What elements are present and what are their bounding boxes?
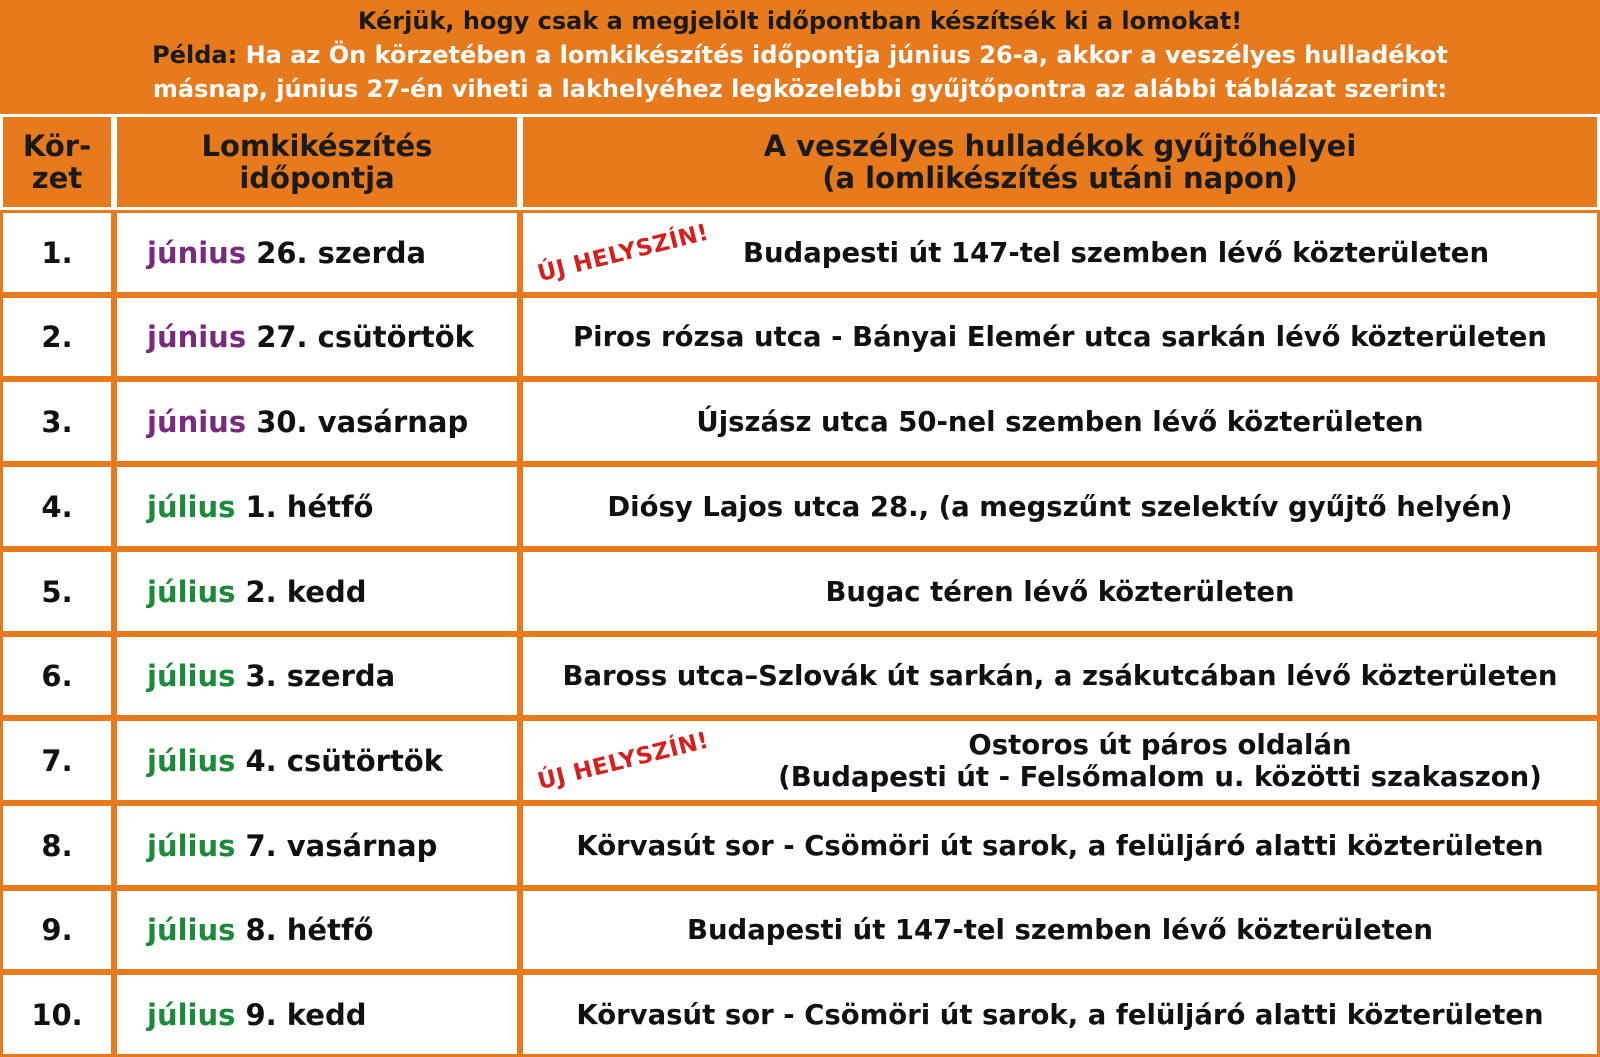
location-cell xyxy=(520,888,1600,972)
collection-date xyxy=(117,575,366,609)
column-header-district: Kör- zet xyxy=(0,114,114,210)
district-number: 10. xyxy=(31,997,83,1032)
location-line-1: Körvasút sor - Csömöri út sarok, a felüljáró alatti közterületen xyxy=(576,998,1544,1031)
day-and-weekday: 3. szerda xyxy=(235,659,396,693)
month-name: június xyxy=(147,404,247,439)
district-number: 9. xyxy=(41,913,73,947)
day-and-weekday: 9. kedd xyxy=(235,997,367,1032)
location-cell xyxy=(520,210,1600,295)
location-line-1: Piros rózsa utca - Bányai Elemér utca sarkán lévő közterületen xyxy=(573,321,1547,353)
date-cell xyxy=(114,379,520,464)
day-and-weekday: 8. hétfő xyxy=(235,913,374,947)
location-line-1: Diósy Lajos utca 28., (a megszűnt szelektív gyűjtő helyén) xyxy=(607,490,1513,523)
month-name: június xyxy=(147,320,247,354)
district-number: 1. xyxy=(41,235,73,270)
date-cell xyxy=(114,549,520,634)
day-and-weekday: 26. szerda xyxy=(246,235,427,270)
collection-schedule-table xyxy=(0,114,1600,1057)
location-cell xyxy=(520,718,1600,803)
month-name: július xyxy=(147,913,236,947)
day-and-weekday: 7. vasárnap xyxy=(235,828,438,863)
location-line-1: Baross utca–Szlovák út sarkán, a zsákutcában lévő közterületen xyxy=(562,660,1558,692)
date-cell xyxy=(114,634,520,718)
location-line-1: Budapesti út 147-tel szemben lévő közterületen xyxy=(743,236,1490,269)
district-cell xyxy=(0,634,114,718)
date-cell xyxy=(114,210,520,295)
day-and-weekday: 27. csütörtök xyxy=(246,320,474,354)
collection-location xyxy=(523,491,1597,523)
district-cell xyxy=(0,803,114,888)
location-line-1: Bugac téren lévő közterületen xyxy=(825,575,1295,608)
date-cell xyxy=(114,295,520,379)
collection-date xyxy=(117,659,395,693)
collection-date xyxy=(117,236,426,270)
collection-date xyxy=(117,744,443,778)
district-cell xyxy=(0,888,114,972)
district-cell xyxy=(0,210,114,295)
column-header-location: A veszélyes hulladékok gyűjtőhelyei (a lomlikészítés utáni napon) xyxy=(520,114,1600,210)
district-cell xyxy=(0,379,114,464)
location-cell xyxy=(520,972,1600,1057)
collection-date xyxy=(117,998,366,1032)
collection-location xyxy=(523,576,1597,608)
collection-date xyxy=(117,829,437,863)
date-cell xyxy=(114,888,520,972)
location-line-1: Ostoros út páros oldalán xyxy=(968,728,1352,761)
day-and-weekday: 4. csütörtök xyxy=(235,743,444,778)
notice-line-1: Kérjük, hogy csak a megjelölt időpontban készítsék ki a lomokat! xyxy=(357,7,1243,35)
day-and-weekday: 2. kedd xyxy=(235,574,367,609)
location-line-1: Körvasút sor - Csömöri út sarok, a felüljáró alatti közterületen xyxy=(576,829,1544,862)
collection-location xyxy=(523,406,1597,438)
date-cell xyxy=(114,718,520,803)
district-cell xyxy=(0,464,114,549)
district-number: 6. xyxy=(41,659,73,693)
location-cell xyxy=(520,803,1600,888)
collection-location xyxy=(523,999,1597,1031)
location-cell xyxy=(520,549,1600,634)
day-and-weekday: 1. hétfő xyxy=(235,489,374,524)
date-cell xyxy=(114,803,520,888)
month-name: július xyxy=(147,489,236,524)
location-line-2: (Budapesti út - Felsőmalom u. közötti szakaszon) xyxy=(778,760,1542,793)
example-label: Példa: xyxy=(152,41,238,69)
district-cell xyxy=(0,972,114,1057)
collection-location xyxy=(523,321,1597,353)
notice-line-3: másnap, június 27-én viheti a lakhelyéhez legközelebbi gyűjtőpontra az alábbi táblázat szerint: xyxy=(152,75,1448,103)
district-number: 3. xyxy=(41,404,73,439)
district-number: 4. xyxy=(41,489,73,524)
example-text: Ha az Ön körzetében a lomkikészítés időpontja június 26-a, akkor a veszélyes hulladékot xyxy=(237,41,1448,69)
new-location-stamp: ÚJ HELYSZÍN! xyxy=(535,219,712,288)
collection-date xyxy=(117,490,373,524)
collection-date xyxy=(117,320,474,354)
district-number: 7. xyxy=(41,743,73,778)
collection-location xyxy=(523,914,1597,946)
date-cell xyxy=(114,972,520,1057)
new-location-stamp: ÚJ HELYSZÍN! xyxy=(535,727,712,796)
month-name: július xyxy=(147,828,236,863)
collection-location xyxy=(523,830,1597,862)
location-line-1: Budapesti út 147-tel szemben lévő közterületen xyxy=(686,914,1434,946)
collection-date xyxy=(117,405,468,439)
location-cell xyxy=(520,464,1600,549)
district-cell xyxy=(0,295,114,379)
district-number: 2. xyxy=(41,320,73,354)
notice-header xyxy=(0,0,1600,114)
month-name: július xyxy=(147,659,236,693)
notice-line-2 xyxy=(0,38,1600,72)
date-cell xyxy=(114,464,520,549)
month-name: július xyxy=(147,743,236,778)
location-line-1: Újszász utca 50-nel szemben lévő közterületen xyxy=(696,405,1424,438)
month-name: július xyxy=(147,997,236,1032)
district-number: 8. xyxy=(41,828,73,863)
collection-location xyxy=(523,660,1597,692)
location-cell xyxy=(520,295,1600,379)
collection-date xyxy=(117,913,373,947)
location-cell xyxy=(520,634,1600,718)
column-header-date: Lomkikészítés időpontja xyxy=(114,114,520,210)
day-and-weekday: 30. vasárnap xyxy=(246,404,469,439)
month-name: június xyxy=(147,235,247,270)
district-cell xyxy=(0,549,114,634)
location-cell xyxy=(520,379,1600,464)
district-cell xyxy=(0,718,114,803)
month-name: július xyxy=(147,574,236,609)
district-number: 5. xyxy=(41,574,73,609)
